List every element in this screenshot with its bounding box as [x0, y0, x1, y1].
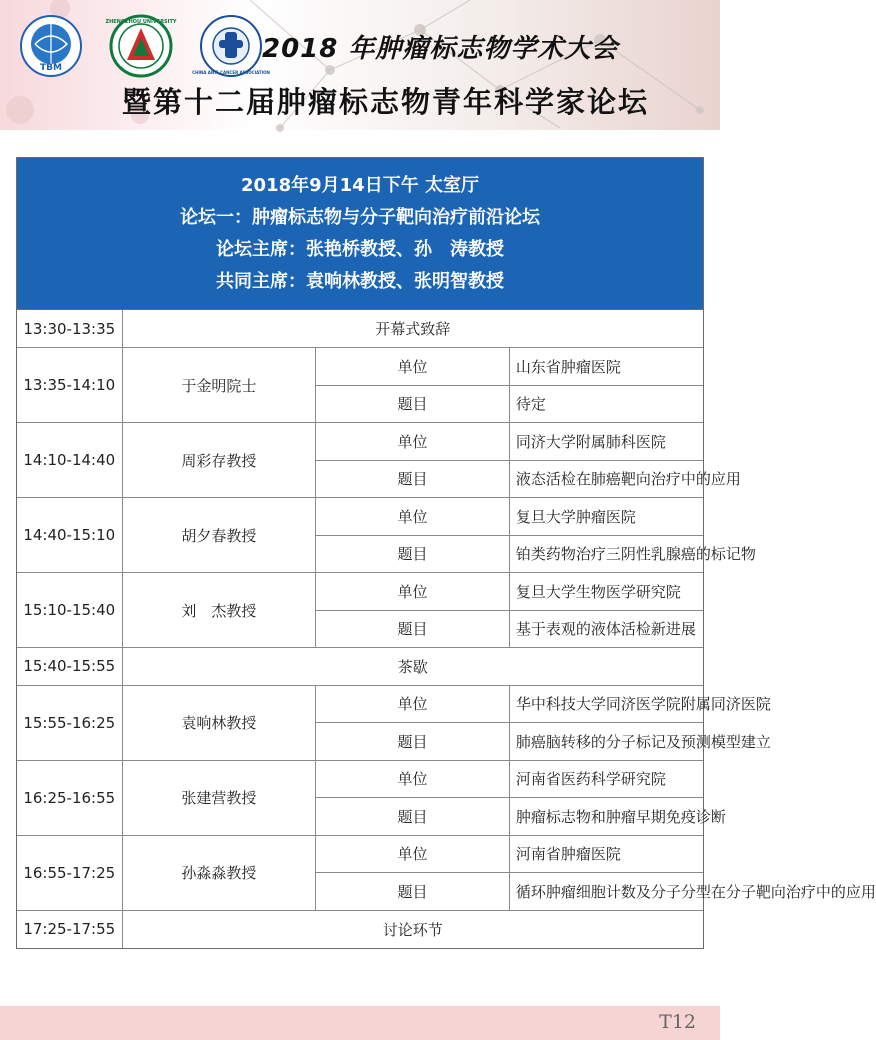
topic-label: 题目: [316, 798, 510, 836]
talk-topic: 肿瘤标志物和肿瘤早期免疫诊断: [509, 798, 703, 836]
footer-band: [0, 1006, 720, 1040]
tbm-logo: [12, 14, 90, 78]
conference-title: 2018 年肿瘤标志物学术大会: [262, 34, 619, 64]
schedule-row: [17, 835, 703, 873]
time-slot: 15:40-15:55: [17, 648, 122, 686]
speaker-unit: 复旦大学肿瘤医院: [509, 498, 703, 536]
session-header: [17, 158, 703, 310]
speaker-unit: 河南省肿瘤医院: [509, 835, 703, 873]
time-slot: 13:35-14:10: [17, 348, 122, 423]
speaker-unit: 华中科技大学同济医学院附属同济医院: [509, 685, 703, 723]
unit-label: 单位: [316, 348, 510, 386]
event-name: 茶歇: [122, 648, 703, 686]
header-banner: [0, 0, 720, 130]
session-datetime: 2018年9月14日下午 太室厅: [241, 174, 479, 196]
unit-label: 单位: [316, 423, 510, 461]
time-slot: 15:55-16:25: [17, 685, 122, 760]
zhengzhou-university-emblem-icon: [105, 14, 177, 78]
schedule-row: [17, 910, 703, 948]
china-anti-cancer-association-emblem-icon: [192, 14, 270, 78]
talk-topic: 基于表观的液体活检新进展: [509, 610, 703, 648]
speaker-name: 张建营教授: [122, 760, 316, 835]
unit-label: 单位: [316, 835, 510, 873]
schedule-table: [17, 310, 876, 948]
tbm-logo-text: TBM: [40, 63, 62, 73]
speaker-name: 袁响林教授: [122, 685, 316, 760]
talk-topic: 液态活检在肺癌靶向治疗中的应用: [509, 460, 703, 498]
conference-subtitle: 暨第十二届肿瘤标志物青年科学家论坛: [122, 85, 650, 119]
program-table: [16, 157, 876, 949]
time-slot: 17:25-17:55: [17, 910, 122, 948]
forum-chair: 论坛主席：张艳桥教授、孙 涛教授: [216, 238, 504, 260]
schedule-row: [17, 348, 703, 386]
speaker-name: 周彩存教授: [122, 423, 316, 498]
speaker-unit: 复旦大学生物医学研究院: [509, 573, 703, 611]
schedule-row: [17, 423, 703, 461]
forum-cochair: 共同主席：袁响林教授、张明智教授: [216, 270, 504, 292]
time-slot: 14:40-15:10: [17, 498, 122, 573]
topic-label: 题目: [316, 460, 510, 498]
time-slot: 14:10-14:40: [17, 423, 122, 498]
time-slot: 15:10-15:40: [17, 573, 122, 648]
time-slot: 16:25-16:55: [17, 760, 122, 835]
schedule-row: [17, 685, 703, 723]
unit-label: 单位: [316, 498, 510, 536]
speaker-unit: 山东省肿瘤医院: [509, 348, 703, 386]
page-number-value: 12: [671, 1011, 696, 1033]
speaker-name: 刘 杰教授: [122, 573, 316, 648]
schedule-row: [17, 760, 703, 798]
schedule-row: [17, 573, 703, 611]
china-anti-cancer-association-logo: [192, 14, 270, 78]
zhengzhou-logo-text: ZHENGZHOU UNIVERSITY: [105, 19, 177, 25]
topic-label: 题目: [316, 873, 510, 911]
schedule-row: [17, 648, 703, 686]
talk-topic: 循环肿瘤细胞计数及分子分型在分子靶向治疗中的应用: [509, 873, 703, 911]
forum-title: 论坛一：肿瘤标志物与分子靶向治疗前沿论坛: [180, 206, 540, 228]
speaker-unit: 同济大学附属肺科医院: [509, 423, 703, 461]
schedule-row: [17, 310, 703, 348]
speaker-name: 胡夕春教授: [122, 498, 316, 573]
event-name: 开幕式致辞: [122, 310, 703, 348]
speaker-name: 于金明院士: [122, 348, 316, 423]
talk-topic: 铂类药物治疗三阴性乳腺癌的标记物: [509, 535, 703, 573]
speaker-name: 孙淼淼教授: [122, 835, 316, 910]
topic-label: 题目: [316, 723, 510, 761]
topic-label: 题目: [316, 385, 510, 423]
speaker-unit: 河南省医药科学研究院: [509, 760, 703, 798]
talk-topic: 待定: [509, 385, 703, 423]
unit-label: 单位: [316, 760, 510, 798]
time-slot: 16:55-17:25: [17, 835, 122, 910]
tbm-globe-logo-icon: [15, 14, 87, 78]
logo-group: [12, 14, 270, 78]
time-slot: 13:30-13:35: [17, 310, 122, 348]
unit-label: 单位: [316, 685, 510, 723]
schedule-row: [17, 498, 703, 536]
event-name: 讨论环节: [122, 910, 703, 948]
unit-label: 单位: [316, 573, 510, 611]
page-number: T12: [659, 1011, 696, 1033]
talk-topic: 肺癌脑转移的分子标记及预测模型建立: [509, 723, 703, 761]
topic-label: 题目: [316, 535, 510, 573]
topic-label: 题目: [316, 610, 510, 648]
zhengzhou-university-logo: [102, 14, 180, 78]
caca-logo-text: CHINA ANTI-CANCER ASSOCIATION: [192, 70, 270, 75]
